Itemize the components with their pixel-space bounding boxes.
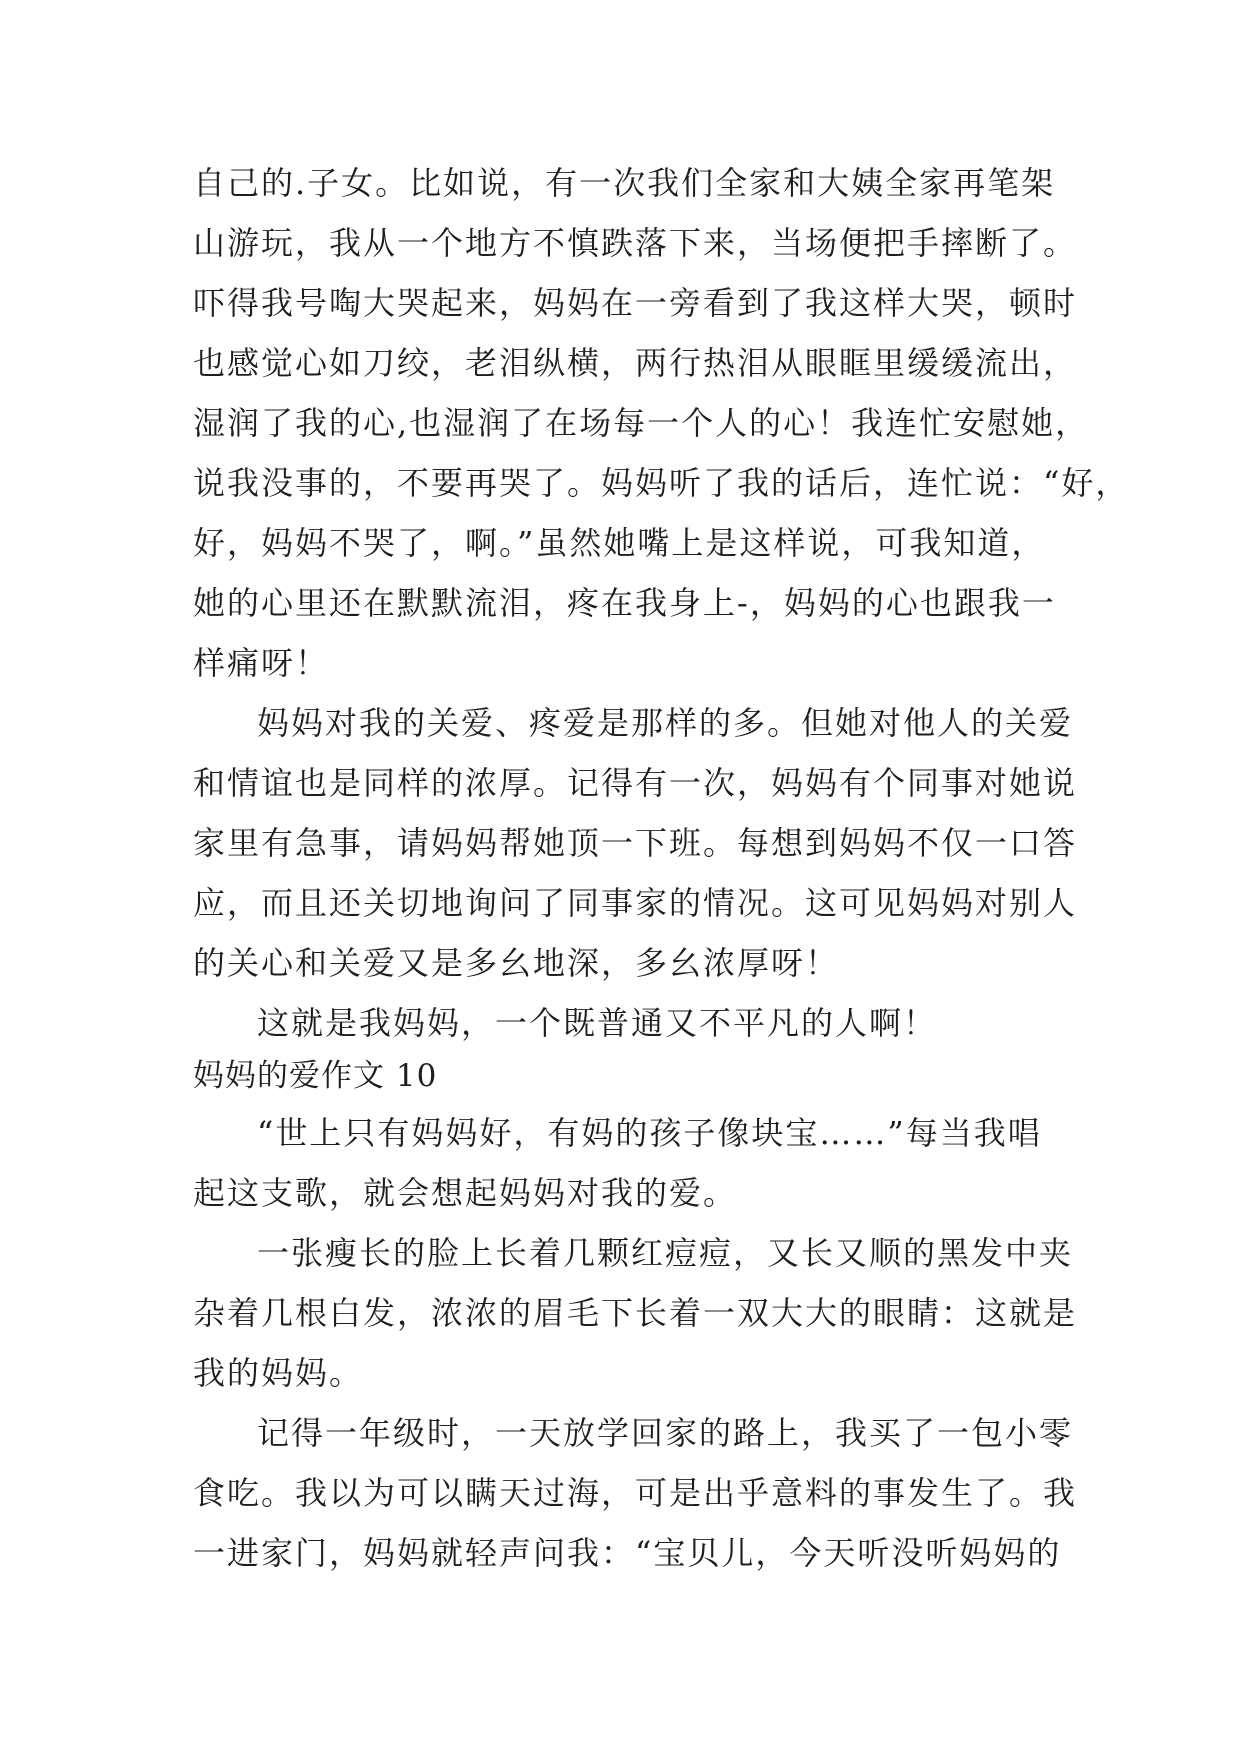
- paragraph-line: 记得一年级时，一天放学回家的路上，我买了一包小零: [257, 1414, 1074, 1452]
- paragraph-line: 湿润了我的心,也湿润了在场每一个人的心！我连忙安慰她，: [193, 404, 1090, 442]
- paragraph-line: 自己的.子女。比如说，有一次我们全家和大姨全家再笔架: [193, 164, 1056, 202]
- paragraph-line: 说我没事的，不要再哭了。妈妈听了我的话后，连忙说：“好，: [193, 464, 1130, 502]
- paragraph-line: 也感觉心如刀绞，老泪纵横，两行热泪从眼眶里缓缓流出，: [193, 344, 1078, 382]
- section-heading: 妈妈的爱作文 10: [193, 1058, 438, 1094]
- paragraph-line: “世上只有妈妈好，有妈的孩子像块宝……”每当我唱: [257, 1114, 1042, 1152]
- paragraph-line: 我的妈妈。: [193, 1354, 364, 1392]
- paragraph-line: 的关心和关爱又是多幺地深，多幺浓厚呀！: [193, 944, 840, 982]
- paragraph-line: 这就是我妈妈，一个既普通又不平凡的人啊！: [257, 1004, 938, 1042]
- paragraph-line: 好，妈妈不哭了，啊。”虽然她嘴上是这样说，可我知道，: [193, 524, 1046, 562]
- paragraph-line: 起这支歌，就会想起妈妈对我的爱。: [193, 1174, 738, 1212]
- paragraph-line: 妈妈对我的关爱、疼爱是那样的多。但她对他人的关爱: [257, 704, 1074, 742]
- paragraph-line: 食吃。我以为可以瞒天过海，可是出乎意料的事发生了。我: [193, 1474, 1078, 1512]
- paragraph-line: 家里有急事，请妈妈帮她顶一下班。每想到妈妈不仅一口答: [193, 824, 1078, 862]
- paragraph-line: 应，而且还关切地询问了同事家的情况。这可见妈妈对别人: [193, 884, 1078, 922]
- paragraph-line: 一进家门，妈妈就轻声问我：“宝贝儿，今天听没听妈妈的: [193, 1534, 1062, 1572]
- paragraph-line: 山游玩，我从一个地方不慎跌落下来，当场便把手摔断了。: [193, 224, 1078, 262]
- paragraph-line: 杂着几根白发，浓浓的眉毛下长着一双大大的眼睛：这就是: [193, 1294, 1078, 1332]
- paragraph-line: 她的心里还在默默流泪，疼在我身上-，妈妈的心也跟我一: [193, 584, 1056, 622]
- paragraph-line: 和情谊也是同样的浓厚。记得有一次，妈妈有个同事对她说: [193, 764, 1078, 802]
- paragraph-line: 样痛呀！: [193, 644, 330, 682]
- paragraph-line: 一张瘦长的脸上长着几颗红痘痘，又长又顺的黑发中夹: [257, 1234, 1074, 1272]
- paragraph-line: 吓得我号啕大哭起来，妈妈在一旁看到了我这样大哭，顿时: [193, 284, 1078, 322]
